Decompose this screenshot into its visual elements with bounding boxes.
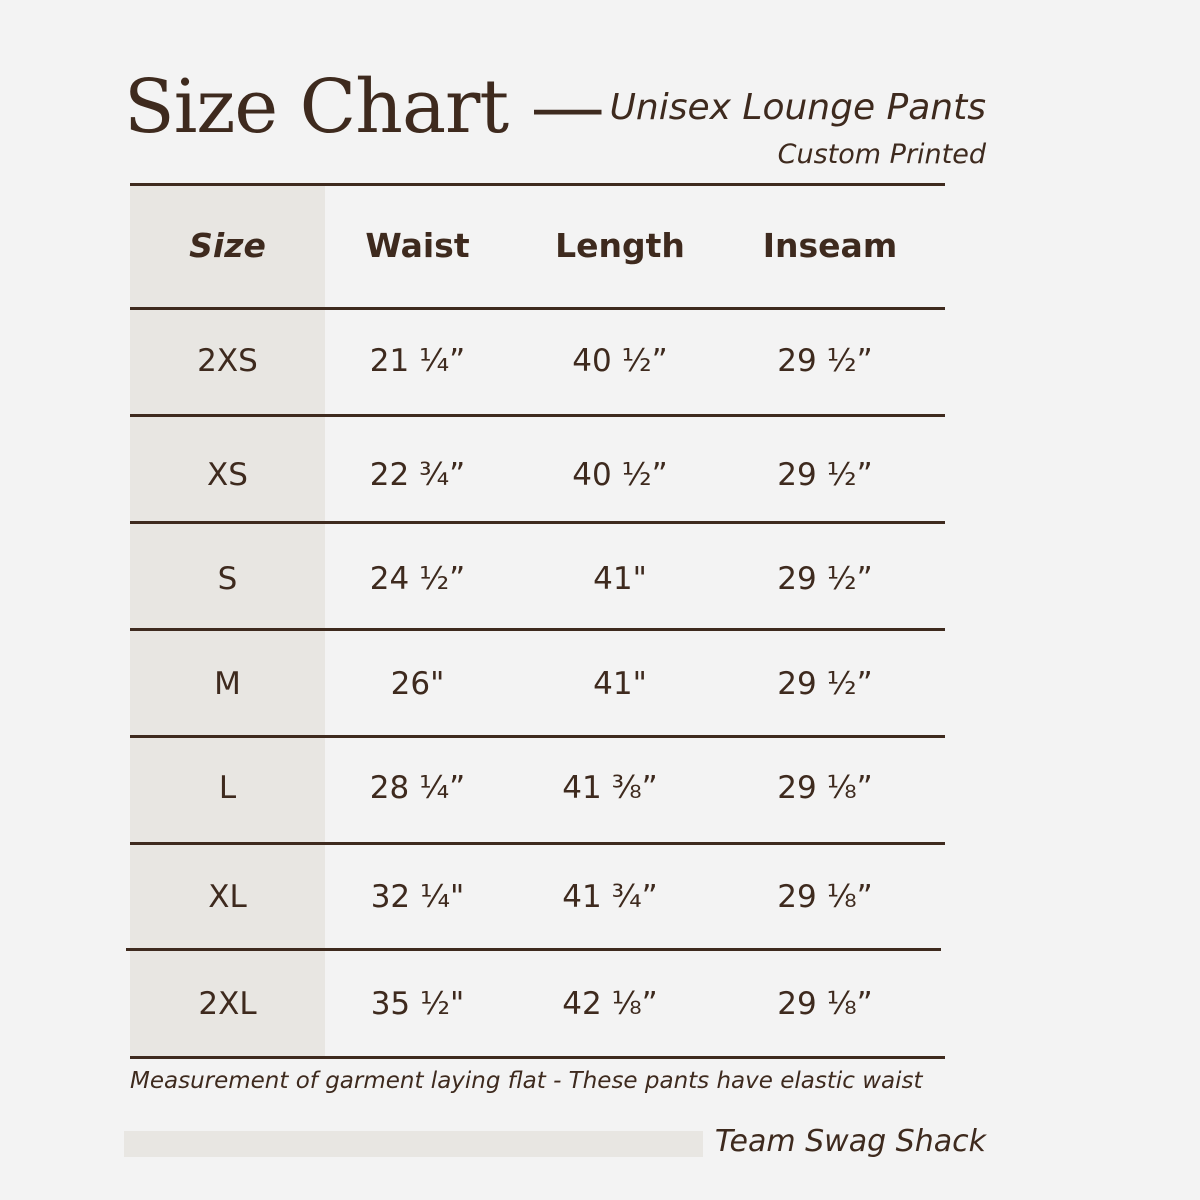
column-header-inseam: Inseam: [762, 226, 898, 265]
product-name: Unisex Lounge Pants: [609, 87, 986, 128]
size-cell: 2XS: [197, 343, 258, 379]
inseam-cell: 29 ½”: [777, 561, 873, 597]
waist-cell: 28 ¼”: [369, 770, 466, 806]
column-header-length: Length: [555, 226, 685, 265]
table-top-rule: [130, 183, 945, 186]
size-cell: 2XL: [198, 986, 257, 1022]
length-cell: 41": [593, 666, 647, 702]
length-cell: 40 ½”: [572, 343, 668, 379]
row-divider: [126, 948, 941, 951]
row-divider: [130, 521, 945, 524]
waist-cell: 22 ¾”: [369, 457, 466, 493]
column-header-size: Size: [189, 226, 266, 265]
length-cell: 42 ⅛”: [562, 986, 658, 1022]
header-bottom-rule: [130, 307, 945, 310]
product-subtitle: Custom Printed: [777, 139, 986, 170]
brand-name: Team Swag Shack: [714, 1124, 986, 1159]
row-divider: [130, 735, 945, 738]
waist-cell: 35 ½": [370, 986, 465, 1022]
footer-bar: [124, 1131, 703, 1157]
size-cell: XL: [208, 879, 247, 915]
size-cell: L: [218, 770, 237, 806]
length-cell: 41": [593, 561, 647, 597]
waist-cell: 32 ¼": [370, 879, 465, 915]
waist-cell: 26": [390, 666, 445, 702]
table-bottom-rule: [130, 1056, 945, 1059]
inseam-cell: 29 ½”: [777, 666, 873, 702]
inseam-cell: 29 ⅛”: [777, 879, 873, 915]
length-cell: 41 ⅜”: [562, 770, 658, 806]
size-cell: XS: [207, 457, 248, 493]
inseam-cell: 29 ⅛”: [777, 986, 873, 1022]
waist-cell: 21 ¼”: [369, 343, 466, 379]
page-title: Size Chart —: [124, 64, 604, 150]
waist-cell: 24 ½”: [369, 561, 466, 597]
inseam-cell: 29 ½”: [777, 457, 873, 493]
size-cell: M: [214, 666, 241, 702]
measurement-note: Measurement of garment laying flat - These pants have elastic waist: [130, 1068, 923, 1094]
column-header-waist: Waist: [365, 226, 470, 265]
row-divider: [130, 414, 945, 417]
inseam-cell: 29 ½”: [777, 343, 873, 379]
row-divider: [130, 842, 945, 845]
inseam-cell: 29 ⅛”: [777, 770, 873, 806]
length-cell: 40 ½”: [572, 457, 668, 493]
row-divider: [130, 628, 945, 631]
size-cell: S: [217, 561, 238, 597]
length-cell: 41 ¾”: [562, 879, 658, 915]
